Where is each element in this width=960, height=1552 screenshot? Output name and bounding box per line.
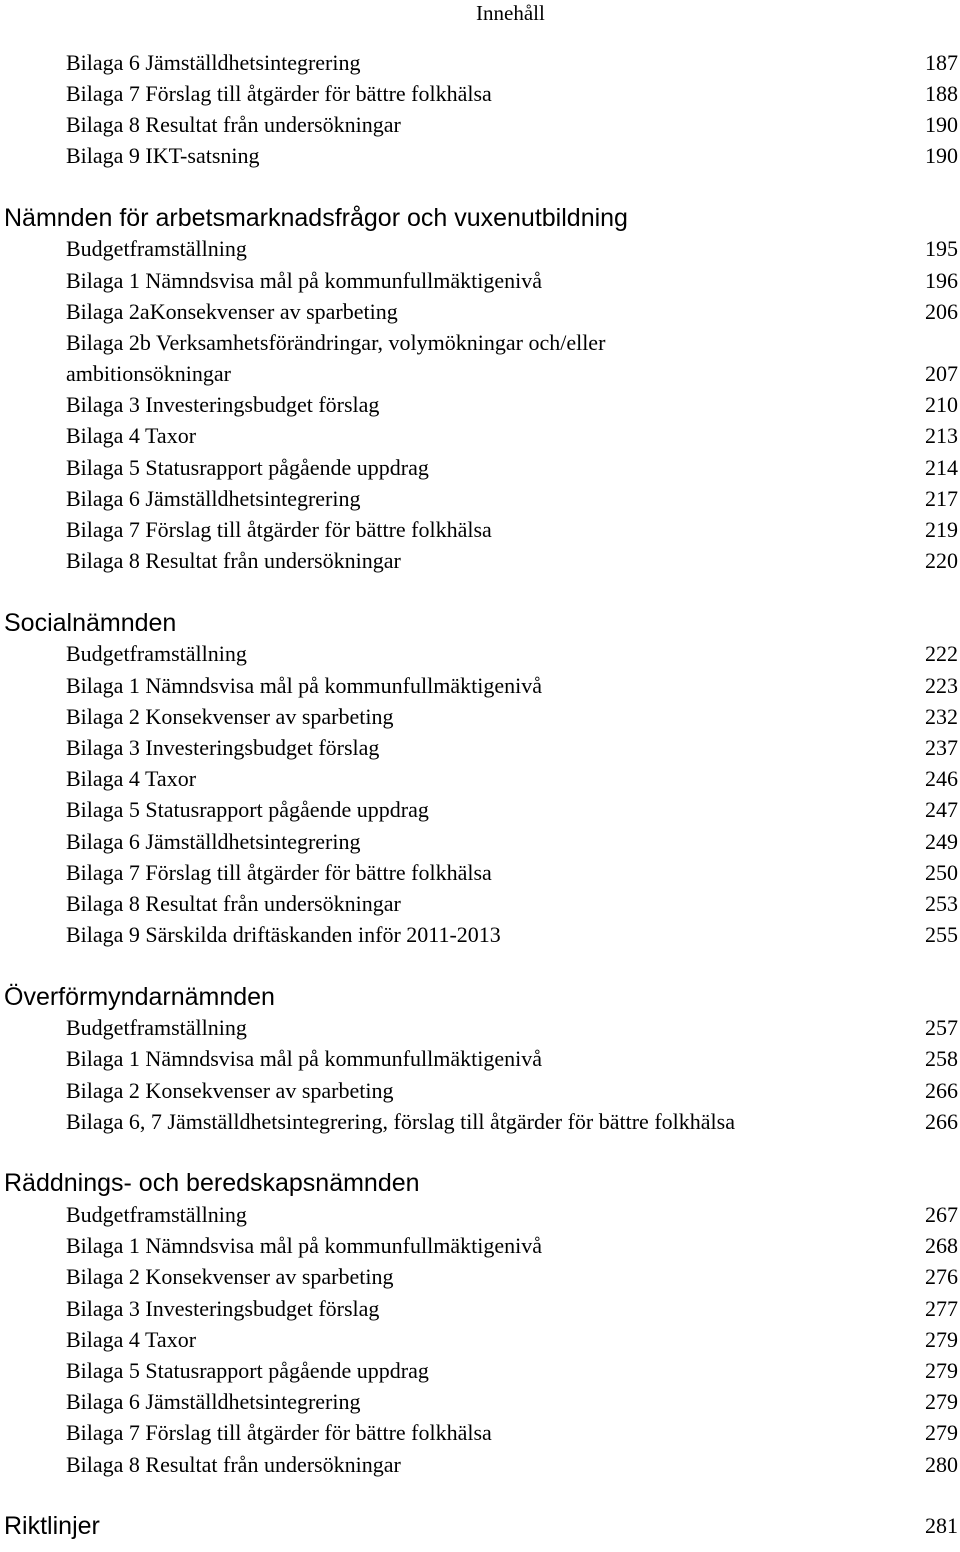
toc-entry[interactable] xyxy=(0,327,960,358)
toc-entry[interactable] xyxy=(0,732,960,763)
page-number: 187 xyxy=(925,49,958,75)
entry-title: Bilaga 2 Konsekvenser av sparbeting xyxy=(66,1264,394,1290)
page-number: 219 xyxy=(925,517,958,543)
entry-title: Bilaga 6 Jämställdhetsintegrering xyxy=(66,828,361,854)
header-title: Innehåll xyxy=(476,1,545,25)
page-number: 188 xyxy=(925,80,958,106)
entry-title: Bilaga 6, 7 Jämställdhetsintegrering, förslag till åtgärder för bättre folkhälsa xyxy=(66,1108,735,1134)
toc-entry[interactable] xyxy=(0,483,960,514)
page-number: 250 xyxy=(925,859,958,885)
toc-entry[interactable] xyxy=(0,888,960,919)
toc-entry[interactable] xyxy=(0,514,960,545)
page-number: 257 xyxy=(925,1015,958,1041)
section-title: Nämnden för arbetsmarknadsfrågor och vuxenutbildning xyxy=(4,203,628,232)
entry-title: Bilaga 4 Taxor xyxy=(66,423,197,449)
toc-section-heading[interactable] xyxy=(0,607,960,639)
toc-entry[interactable] xyxy=(0,1418,960,1449)
toc-entry[interactable] xyxy=(0,359,960,390)
section-title: Socialnämnden xyxy=(4,608,177,637)
toc-entry[interactable] xyxy=(0,670,960,701)
toc-entry[interactable] xyxy=(0,234,960,265)
entry-title: ambitionsökningar xyxy=(66,361,231,387)
page-number: 267 xyxy=(925,1202,958,1228)
page-number: 214 xyxy=(925,454,958,480)
page-number: 210 xyxy=(925,392,958,418)
toc-entry[interactable] xyxy=(0,1199,960,1230)
toc-entry[interactable] xyxy=(0,296,960,327)
section-title: Riktlinjer xyxy=(4,1512,100,1541)
page-number: 217 xyxy=(925,485,958,511)
toc-entry[interactable] xyxy=(0,1106,960,1137)
entry-title: Bilaga 3 Investeringsbudget förslag xyxy=(66,392,380,418)
page-number: 255 xyxy=(925,922,958,948)
page-number: 268 xyxy=(925,1233,958,1259)
section-spacer xyxy=(0,1137,960,1167)
entry-title: Bilaga 7 Förslag till åtgärder för bättre folkhälsa xyxy=(66,517,492,543)
toc-entry[interactable] xyxy=(0,1231,960,1262)
entry-title: Bilaga 8 Resultat från undersökningar xyxy=(66,548,401,574)
entry-title: Bilaga 3 Investeringsbudget förslag xyxy=(66,734,380,760)
toc-entry[interactable] xyxy=(0,1355,960,1386)
entry-title: Budgetframställning xyxy=(66,1015,247,1041)
toc-entry[interactable] xyxy=(0,1387,960,1418)
entry-title: Bilaga 2b Verksamhetsförändringar, volymökningar och/eller xyxy=(66,329,606,355)
toc-entry[interactable] xyxy=(0,826,960,857)
toc-entry[interactable] xyxy=(0,1044,960,1075)
entry-title: Bilaga 9 IKT-satsning xyxy=(66,143,260,169)
toc-entry[interactable] xyxy=(0,141,960,172)
toc-entry[interactable] xyxy=(0,47,960,78)
page-header xyxy=(0,0,960,28)
entry-title: Bilaga 6 Jämställdhetsintegrering xyxy=(66,1389,361,1415)
entry-title: Bilaga 7 Förslag till åtgärder för bättre folkhälsa xyxy=(66,1420,492,1446)
toc-entry[interactable] xyxy=(0,920,960,951)
toc-entry[interactable] xyxy=(0,701,960,732)
entry-title: Bilaga 5 Statusrapport pågående uppdrag xyxy=(66,797,429,823)
entry-title: Budgetframställning xyxy=(66,1202,247,1228)
entry-title: Bilaga 6 Jämställdhetsintegrering xyxy=(66,49,361,75)
section-title: Överförmyndarnämnden xyxy=(4,982,275,1011)
page-number: 196 xyxy=(925,267,958,293)
page-number: 258 xyxy=(925,1046,958,1072)
page-number: 279 xyxy=(925,1357,958,1383)
entry-title: Bilaga 7 Förslag till åtgärder för bättre folkhälsa xyxy=(66,80,492,106)
entry-title: Bilaga 3 Investeringsbudget förslag xyxy=(66,1295,380,1321)
page-number: 232 xyxy=(925,703,958,729)
entry-title: Bilaga 1 Nämndsvisa mål på kommunfullmäktigenivå xyxy=(66,672,542,698)
page-number: 281 xyxy=(925,1513,958,1539)
page-number: 237 xyxy=(925,734,958,760)
entry-title: Bilaga 1 Nämndsvisa mål på kommunfullmäktigenivå xyxy=(66,267,542,293)
toc-entry[interactable] xyxy=(0,1449,960,1480)
section-spacer xyxy=(0,577,960,607)
toc-section-heading[interactable] xyxy=(0,1167,960,1199)
toc-entry[interactable] xyxy=(0,639,960,670)
entry-title: Budgetframställning xyxy=(66,236,247,262)
table-of-contents xyxy=(0,47,960,1542)
entry-title: Bilaga 8 Resultat från undersökningar xyxy=(66,890,401,916)
toc-entry[interactable] xyxy=(0,1324,960,1355)
entry-title: Bilaga 2 Konsekvenser av sparbeting xyxy=(66,703,394,729)
page-number: 253 xyxy=(925,890,958,916)
entry-title: Bilaga 2 Konsekvenser av sparbeting xyxy=(66,1077,394,1103)
toc-entry[interactable] xyxy=(0,1075,960,1106)
toc-entry[interactable] xyxy=(0,857,960,888)
toc-entry[interactable] xyxy=(0,1013,960,1044)
page-number: 246 xyxy=(925,766,958,792)
page-number: 213 xyxy=(925,423,958,449)
entry-title: Bilaga 5 Statusrapport pågående uppdrag xyxy=(66,454,429,480)
entry-title: Bilaga 2aKonsekvenser av sparbeting xyxy=(66,298,398,324)
entry-title: Bilaga 1 Nämndsvisa mål på kommunfullmäktigenivå xyxy=(66,1233,542,1259)
toc-entry[interactable] xyxy=(0,546,960,577)
page-number: 190 xyxy=(925,143,958,169)
section-spacer xyxy=(0,172,960,202)
page-number: 195 xyxy=(925,236,958,262)
toc-entry[interactable] xyxy=(0,452,960,483)
entry-title: Bilaga 4 Taxor xyxy=(66,1326,197,1352)
toc-section-heading[interactable] xyxy=(0,1510,960,1542)
page-number: 279 xyxy=(925,1389,958,1415)
entry-title: Budgetframställning xyxy=(66,641,247,667)
entry-title: Bilaga 8 Resultat från undersökningar xyxy=(66,1451,401,1477)
section-spacer xyxy=(0,951,960,981)
page-number: 222 xyxy=(925,641,958,667)
page-number: 279 xyxy=(925,1420,958,1446)
toc-entry[interactable] xyxy=(0,764,960,795)
page-number: 280 xyxy=(925,1451,958,1477)
page-number: 249 xyxy=(925,828,958,854)
page-number: 277 xyxy=(925,1295,958,1321)
page-number: 206 xyxy=(925,298,958,324)
entry-title: Bilaga 5 Statusrapport pågående uppdrag xyxy=(66,1357,429,1383)
entry-title: Bilaga 1 Nämndsvisa mål på kommunfullmäktigenivå xyxy=(66,1046,542,1072)
toc-entry[interactable] xyxy=(0,109,960,140)
toc-entry[interactable] xyxy=(0,265,960,296)
entry-title: Bilaga 8 Resultat från undersökningar xyxy=(66,111,401,137)
page-number: 190 xyxy=(925,111,958,137)
page-number: 247 xyxy=(925,797,958,823)
toc-entry[interactable] xyxy=(0,390,960,421)
toc-section-heading[interactable] xyxy=(0,981,960,1013)
section-title: Räddnings- och beredskapsnämnden xyxy=(4,1169,420,1198)
page-number: 223 xyxy=(925,672,958,698)
toc-entry[interactable] xyxy=(0,1262,960,1293)
entry-title: Bilaga 7 Förslag till åtgärder för bättre folkhälsa xyxy=(66,859,492,885)
page-number: 266 xyxy=(925,1077,958,1103)
toc-entry[interactable] xyxy=(0,421,960,452)
entry-title: Bilaga 6 Jämställdhetsintegrering xyxy=(66,485,361,511)
toc-entry[interactable] xyxy=(0,1293,960,1324)
page-number: 276 xyxy=(925,1264,958,1290)
toc-entry[interactable] xyxy=(0,78,960,109)
page-number: 220 xyxy=(925,548,958,574)
toc-section-heading[interactable] xyxy=(0,202,960,234)
entry-title: Bilaga 9 Särskilda driftäskanden inför 2011-2013 xyxy=(66,922,501,948)
page-number: 279 xyxy=(925,1326,958,1352)
toc-entry[interactable] xyxy=(0,795,960,826)
entry-title: Bilaga 4 Taxor xyxy=(66,766,197,792)
page-number: 266 xyxy=(925,1108,958,1134)
page-number: 207 xyxy=(925,361,958,387)
section-spacer xyxy=(0,1480,960,1510)
